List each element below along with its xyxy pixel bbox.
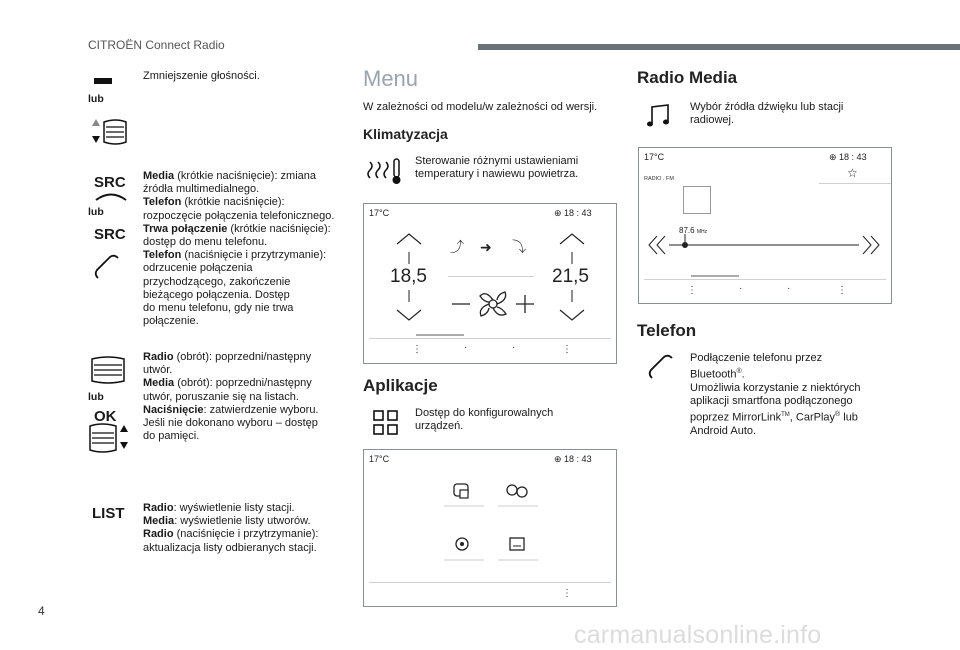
radio-screen	[638, 147, 892, 304]
bottom-divider	[369, 338, 611, 339]
screen-temperature: 17°C	[369, 208, 390, 218]
phone-hangup-icon	[94, 191, 128, 203]
list-description: Radio: wyświetlenie listy stacji. Media: wyświetlenie listy utworów. Radio (naciśnięcie i przytrzymanie): aktualizacja listy odbieranych stacji.	[143, 502, 319, 554]
screen-clock: ⊕ 18 : 43	[554, 208, 592, 218]
src-description: Media (krótkie naciśnięcie): zmiana źródła multimedialnego. Telefon (krótkie naciśnięcie): rozpoczęcie połączenia telefonicznego. Trwa połączenie (krótkie naciśnięcie): dostęp do menu telefonu. Telefon (naciśnięcie i przytrzymanie): odrzucenie połączenia przychodzącego, zakończenie bieżącego połączenia. Dostęp do menu telefonu, gdy nie trwa połączenie.	[143, 170, 335, 328]
page-indicator	[416, 334, 464, 336]
screen-temperature-3: 17°C	[644, 152, 665, 162]
apps-title: Aplikacje	[363, 376, 438, 395]
header-title: CITROËN Connect Radio	[88, 38, 225, 52]
src-key-label-2: SRC	[94, 226, 126, 243]
app-gear-icon[interactable]	[444, 534, 484, 562]
nav-dot-2[interactable]: ·	[464, 342, 468, 353]
app-settings-icon[interactable]	[498, 480, 538, 508]
apps-grid-icon	[372, 409, 400, 437]
radio-nav-dot-3[interactable]: ·	[787, 283, 791, 294]
volume-description: Zmniejszenie głośności.	[143, 70, 260, 82]
climate-title: Klimatyzacja	[363, 126, 448, 142]
climate-description: Sterowanie różnymi ustawieniami temperatury i nawiewu powietrza.	[415, 155, 579, 181]
telephone-title: Telefon	[637, 321, 697, 340]
svg-text:⤴: ⤴	[450, 240, 464, 256]
apps-screen	[363, 449, 617, 607]
left-temperature-value: 18,5	[390, 266, 427, 287]
app-connected-icon[interactable]	[444, 480, 484, 508]
ok-wheel-icon	[86, 422, 130, 454]
radio-nav-dot-2[interactable]: ·	[739, 283, 743, 294]
lub-label-2: lub	[88, 206, 104, 218]
scroll-wheel-icon	[86, 116, 130, 148]
nav-dot-4[interactable]: ⋮	[562, 344, 572, 355]
radio-divider	[819, 183, 891, 184]
page-indicator-radio	[691, 275, 739, 277]
rotary-wheel-icon	[88, 355, 128, 385]
telephone-handset-icon	[646, 352, 676, 382]
air-distribution-icons[interactable]	[448, 236, 538, 258]
page-number: 4	[38, 604, 45, 618]
radio-media-description: Wybór źródła dźwięku lub stacji radiowej.	[690, 101, 844, 127]
apps-description: Dostęp do konfigurowalnych urządzeń.	[415, 407, 554, 433]
music-note-icon	[646, 103, 672, 129]
screen-clock-3: ⊕ 18 : 43	[829, 152, 867, 162]
svg-text:➜: ➜	[480, 240, 492, 256]
screen-temperature-2: 17°C	[369, 454, 390, 464]
nav-dot-3[interactable]: ·	[512, 342, 516, 353]
volume-down-icon	[90, 74, 116, 88]
telephone-description: Podłączenie telefonu przez Bluetooth®. Umożliwia korzystanie z niektórych aplikacji smartfona podłączonego poprzez MirrorLink™, CarPlay® lub Android Auto.	[690, 352, 861, 438]
screen-clock-2: ⊕ 18 : 43	[554, 454, 592, 464]
frequency-value: 87.6 MHz	[679, 226, 708, 235]
lub-label-1: lub	[88, 93, 104, 105]
nav-dot-1[interactable]: ⋮	[412, 344, 422, 355]
station-logo	[683, 186, 711, 214]
radio-nav-dot-4[interactable]: ⋮	[837, 285, 847, 296]
radio-source: RADIO . FM	[644, 176, 674, 182]
bottom-divider-2	[369, 582, 611, 583]
fan-controls[interactable]	[448, 288, 538, 320]
svg-text:⤵: ⤵	[512, 240, 526, 256]
app-dashboard-icon[interactable]	[498, 534, 538, 562]
nav-dot-apps[interactable]: ⋮	[562, 588, 572, 599]
climate-icon	[366, 156, 406, 186]
frequency-tuner[interactable]	[647, 232, 883, 258]
climate-screen	[363, 203, 617, 364]
src-key-label-1: SRC	[94, 174, 126, 191]
right-temperature-value: 21,5	[552, 266, 589, 287]
watermark: carmanualsonline.info	[574, 621, 822, 649]
ok-key-label: OK	[94, 408, 117, 425]
header-bar	[478, 44, 960, 50]
menu-description: W zależności od modelu/w zależności od wersji.	[363, 101, 598, 113]
lub-label-3: lub	[88, 391, 104, 403]
phone-handset-icon	[92, 252, 122, 282]
menu-title: Menu	[363, 66, 419, 91]
bottom-divider-3	[644, 279, 886, 280]
divider	[448, 276, 534, 277]
favorite-star-icon[interactable]: ☆	[847, 166, 858, 180]
radio-description: Radio (obrót): poprzedni/następny utwór. Media (obrót): poprzedni/następny utwór, poruszanie się na listach. Naciśnięcie: zatwierdzenie wyboru. Jeśli nie dokonano wyboru – dostęp do pamięci.	[143, 351, 319, 443]
radio-media-title: Radio Media	[637, 68, 738, 87]
list-key-label: LIST	[92, 505, 125, 522]
radio-nav-dot-1[interactable]: ⋮	[687, 285, 697, 296]
